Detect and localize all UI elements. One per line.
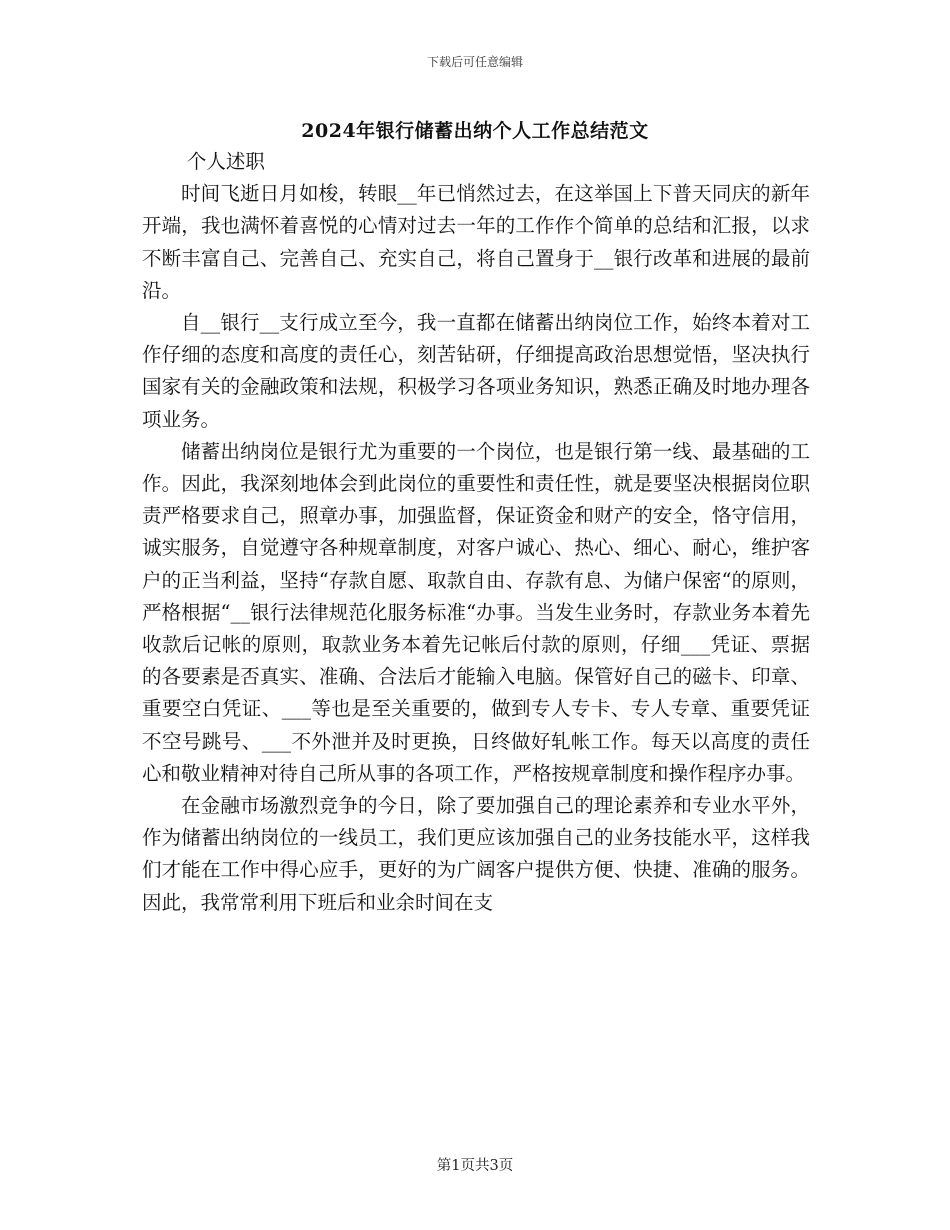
paragraph: 时间飞逝日月如梭，转眼__年已悄然过去，在这举国上下普天同庆的新年开端，我也满怀着喜悦的心情对过去一年的工作作个简单的总结和汇报，以求不断丰富自己、完善自己、充实自己，将自己置身于__银行改革和进展的最前沿。 bbox=[142, 182, 810, 302]
document-body bbox=[142, 146, 810, 919]
paragraph: 在金融市场激烈竞争的今日，除了要加强自己的理论素养和专业水平外，作为储蓄出纳岗位的一线员工，我们更应该加强自己的业务技能水平，这样我们才能在工作中得心应手，更好的为广阔客户提供方便、快捷、准确的服务。因此，我常常利用下班后和业余时间在支 bbox=[142, 794, 810, 914]
paragraph: 储蓄出纳岗位是银行尤为重要的一个岗位，也是银行第一线、最基础的工作。因此，我深刻地体会到此岗位的重要性和责任性，就是要坚决根据岗位职责严格要求自己，照章办事，加强监督，保证资金和财产的安全，恪守信用，诚实服务，自觉遵守各种规章制度，对客户诚心、热心、细心、耐心，维护客户的正当利益，坚持“存款自愿、取款自由、存款有息、为储户保密“的原则，严格根据“__银行法律规范化服务标准“办事。当发生业务时，存款业务本着先收款后记帐的原则，取款业务本着先记帐后付款的原则，仔细___凭证、票据的各要素是否真实、准确、合法后才能输入电脑。保管好自己的磁卡、印章、重要空白凭证、___等也是至关重要的，做到专人专卡、专人专章、重要凭证不空号跳号、___不外泄并及时更换，日终做好轧帐工作。每天以高度的责任心和敬业精神对待自己所从事的各项工作，严格按规章制度和操作程序办事。 bbox=[142, 439, 810, 785]
page-footer: 第1页共3页 bbox=[436, 1158, 514, 1174]
paragraph: 自__银行__支行成立至今，我一直都在储蓄出纳岗位工作，始终本着对工作仔细的态度和高度的责任心，刻苦钻研，仔细提高政治思想觉悟，坚决执行国家有关的金融政策和法规，积极学习各项业务知识，熟悉正确及时地办理各项业务。 bbox=[142, 311, 810, 431]
page-header: 下载后可任意编辑 bbox=[426, 55, 523, 69]
document-title: 2024年银行储蓄出纳个人工作总结范文 bbox=[301, 120, 649, 142]
section-heading: 个人述职 bbox=[186, 150, 265, 173]
